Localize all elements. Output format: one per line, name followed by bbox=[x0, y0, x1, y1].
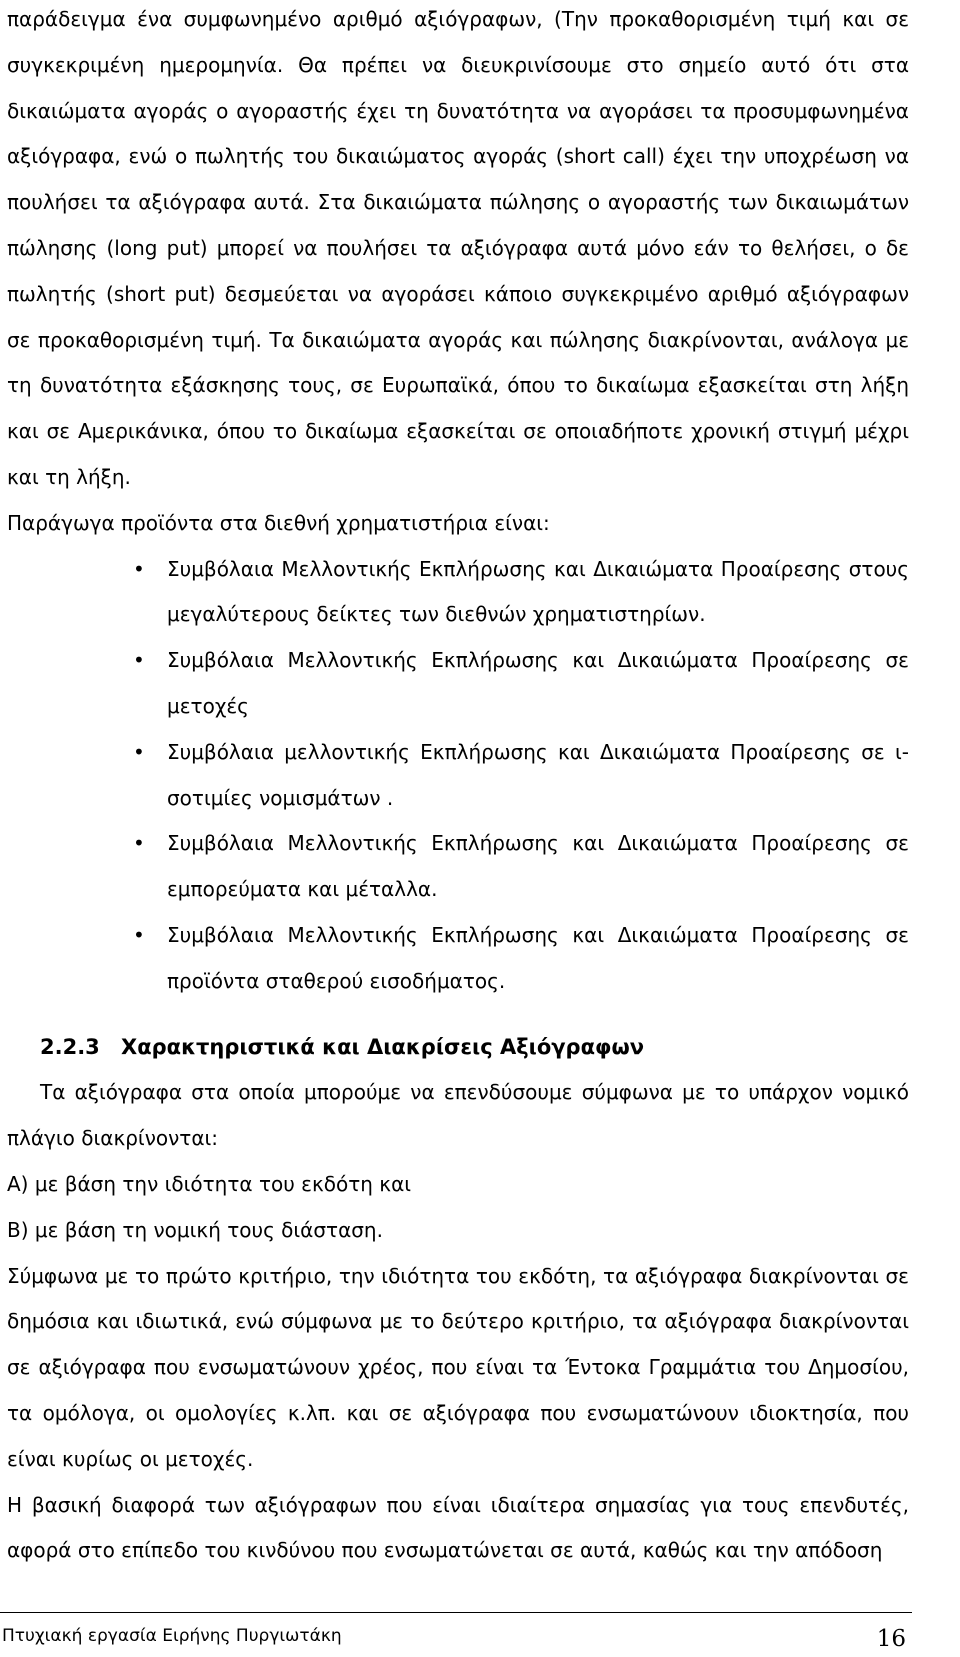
paragraph-risk-difference: Η βασική διαφορά των αξιόγραφων που είναι ιδιαίτερα σημασίας για τους επενδυτές, αφορά στο επίπεδο του κινδύνου που ενσωματώνεται σε αυτά, καθώς και την απόδοση bbox=[7, 1492, 909, 1563]
list-item-text: Συμβόλαια μελλοντικής Εκπλήρωσης και Δικαιώματα Προαίρεσης σε ι-σοτιμίες νομισμάτων . bbox=[167, 739, 909, 810]
criterion-a: Α) με βάση την ιδιότητα του εκδότη και bbox=[7, 1171, 412, 1196]
list-item bbox=[7, 730, 909, 822]
page-footer bbox=[0, 1612, 912, 1657]
list-item bbox=[7, 913, 909, 1005]
bullet-icon: • bbox=[133, 831, 145, 856]
list-item bbox=[7, 638, 909, 730]
paragraph-derivatives-intro: Παράγωγα προϊόντα στα διεθνή χρηματιστήρια είναι: bbox=[7, 510, 550, 535]
paragraph-criteria-detail: Σύμφωνα με το πρώτο κριτήριο, την ιδιότητα του εκδότη, τα αξιόγραφα διακρίνονται σε δημόσια και ιδιωτικά, ενώ σύμφωνα με το δεύτερο κριτήριο, τα αξιόγραφα διακρίνονται σε αξιόγραφα που ενσωματώνουν χρέος, που είναι τα Έντοκα Γραμμάτια του Δημοσίου, τα ομόλογα, οι ομολογίες κ.λπ. και σε αξιόγραφα που ενσωματώνουν ιδιοκτησία, που είναι κυρίως οι μετοχές. bbox=[7, 1263, 909, 1471]
list-item-text: Συμβόλαια Μελλοντικής Εκπλήρωσης και Δικαιώματα Προαίρεσης στους μεγαλύτερους δείκτες των διεθνών χρηματιστηρίων. bbox=[167, 556, 909, 627]
section-heading bbox=[7, 1025, 909, 1071]
footer-author: Πτυχιακή εργασία Ειρήνης Πυργιωτάκη bbox=[2, 1626, 342, 1646]
bullet-icon: • bbox=[133, 922, 145, 947]
list-item bbox=[7, 821, 909, 913]
paragraph-options-explanation: παράδειγμα ένα συμφωνημένο αριθμό αξιόγραφων, (Την προκαθορισμένη τιμή και σε συγκεκριμένη ημερομηνία. Θα πρέπει να διευκρινίσουμε στο σημείο αυτό ότι στα δικαιώματα αγοράς ο αγοραστής έχει τη δυνατότητα να αγοράσει τα προσυμφωνημένα αξιόγραφα, ενώ ο πωλητής του δικαιώματος αγοράς (short call) έχει την υποχρέωση να πουλήσει τα αξιόγραφα αυτά. Στα δικαιώματα πώλησης ο αγοραστής των δικαιωμάτων πώλησης (long put) μπορεί να πουλήσει τα αξιόγραφα αυτά μόνο εάν το θελήσει, ο δε πωλητής (short put) δεσμεύεται να αγοράσει κάποιο συγκεκριμένο αριθμό αξιόγραφων σε προκαθορισμένη τιμή. Τα δικαιώματα αγοράς και πώλησης διακρίνονται, ανάλογα με τη δυνατότητα εξάσκησης τους, σε Ευρωπαϊκά, όπου το δικαίωμα εξασκείται στη λήξη και σε Αμερικάνικα, όπου το δικαίωμα εξασκείται σε οποιαδήποτε χρονική στιγμή μέχρι και τη λήξη. bbox=[7, 7, 909, 489]
derivatives-list bbox=[7, 547, 909, 1005]
list-item-text: Συμβόλαια Μελλοντικής Εκπλήρωσης και Δικαιώματα Προαίρεσης σε προϊόντα σταθερού εισοδήματος. bbox=[167, 922, 909, 993]
section-title: Χαρακτηριστικά και Διακρίσεις Αξιόγραφων bbox=[121, 1034, 645, 1059]
paragraph-classification-intro: Τα αξιόγραφα στα οποία μπορούμε να επενδύσουμε σύμφωνα με το υπάρχον νομικό πλάγιο διακρίνονται: bbox=[7, 1080, 909, 1151]
list-item-text: Συμβόλαια Μελλοντικής Εκπλήρωσης και Δικαιώματα Προαίρεσης σε μετοχές bbox=[167, 648, 909, 718]
list-item bbox=[7, 547, 909, 639]
list-item-text: Συμβόλαια Μελλοντικής Εκπλήρωσης και Δικαιώματα Προαίρεσης σε εμπορεύματα και μέταλλα. bbox=[167, 831, 909, 902]
bullet-icon: • bbox=[133, 648, 145, 673]
criterion-b: Β) με βάση τη νομική τους διάσταση. bbox=[7, 1217, 383, 1242]
bullet-icon: • bbox=[133, 739, 145, 764]
section-number: 2.2.3 bbox=[40, 1034, 100, 1059]
page-number: 16 bbox=[876, 1626, 906, 1652]
bullet-icon: • bbox=[133, 556, 145, 581]
document-body bbox=[7, 0, 909, 1574]
